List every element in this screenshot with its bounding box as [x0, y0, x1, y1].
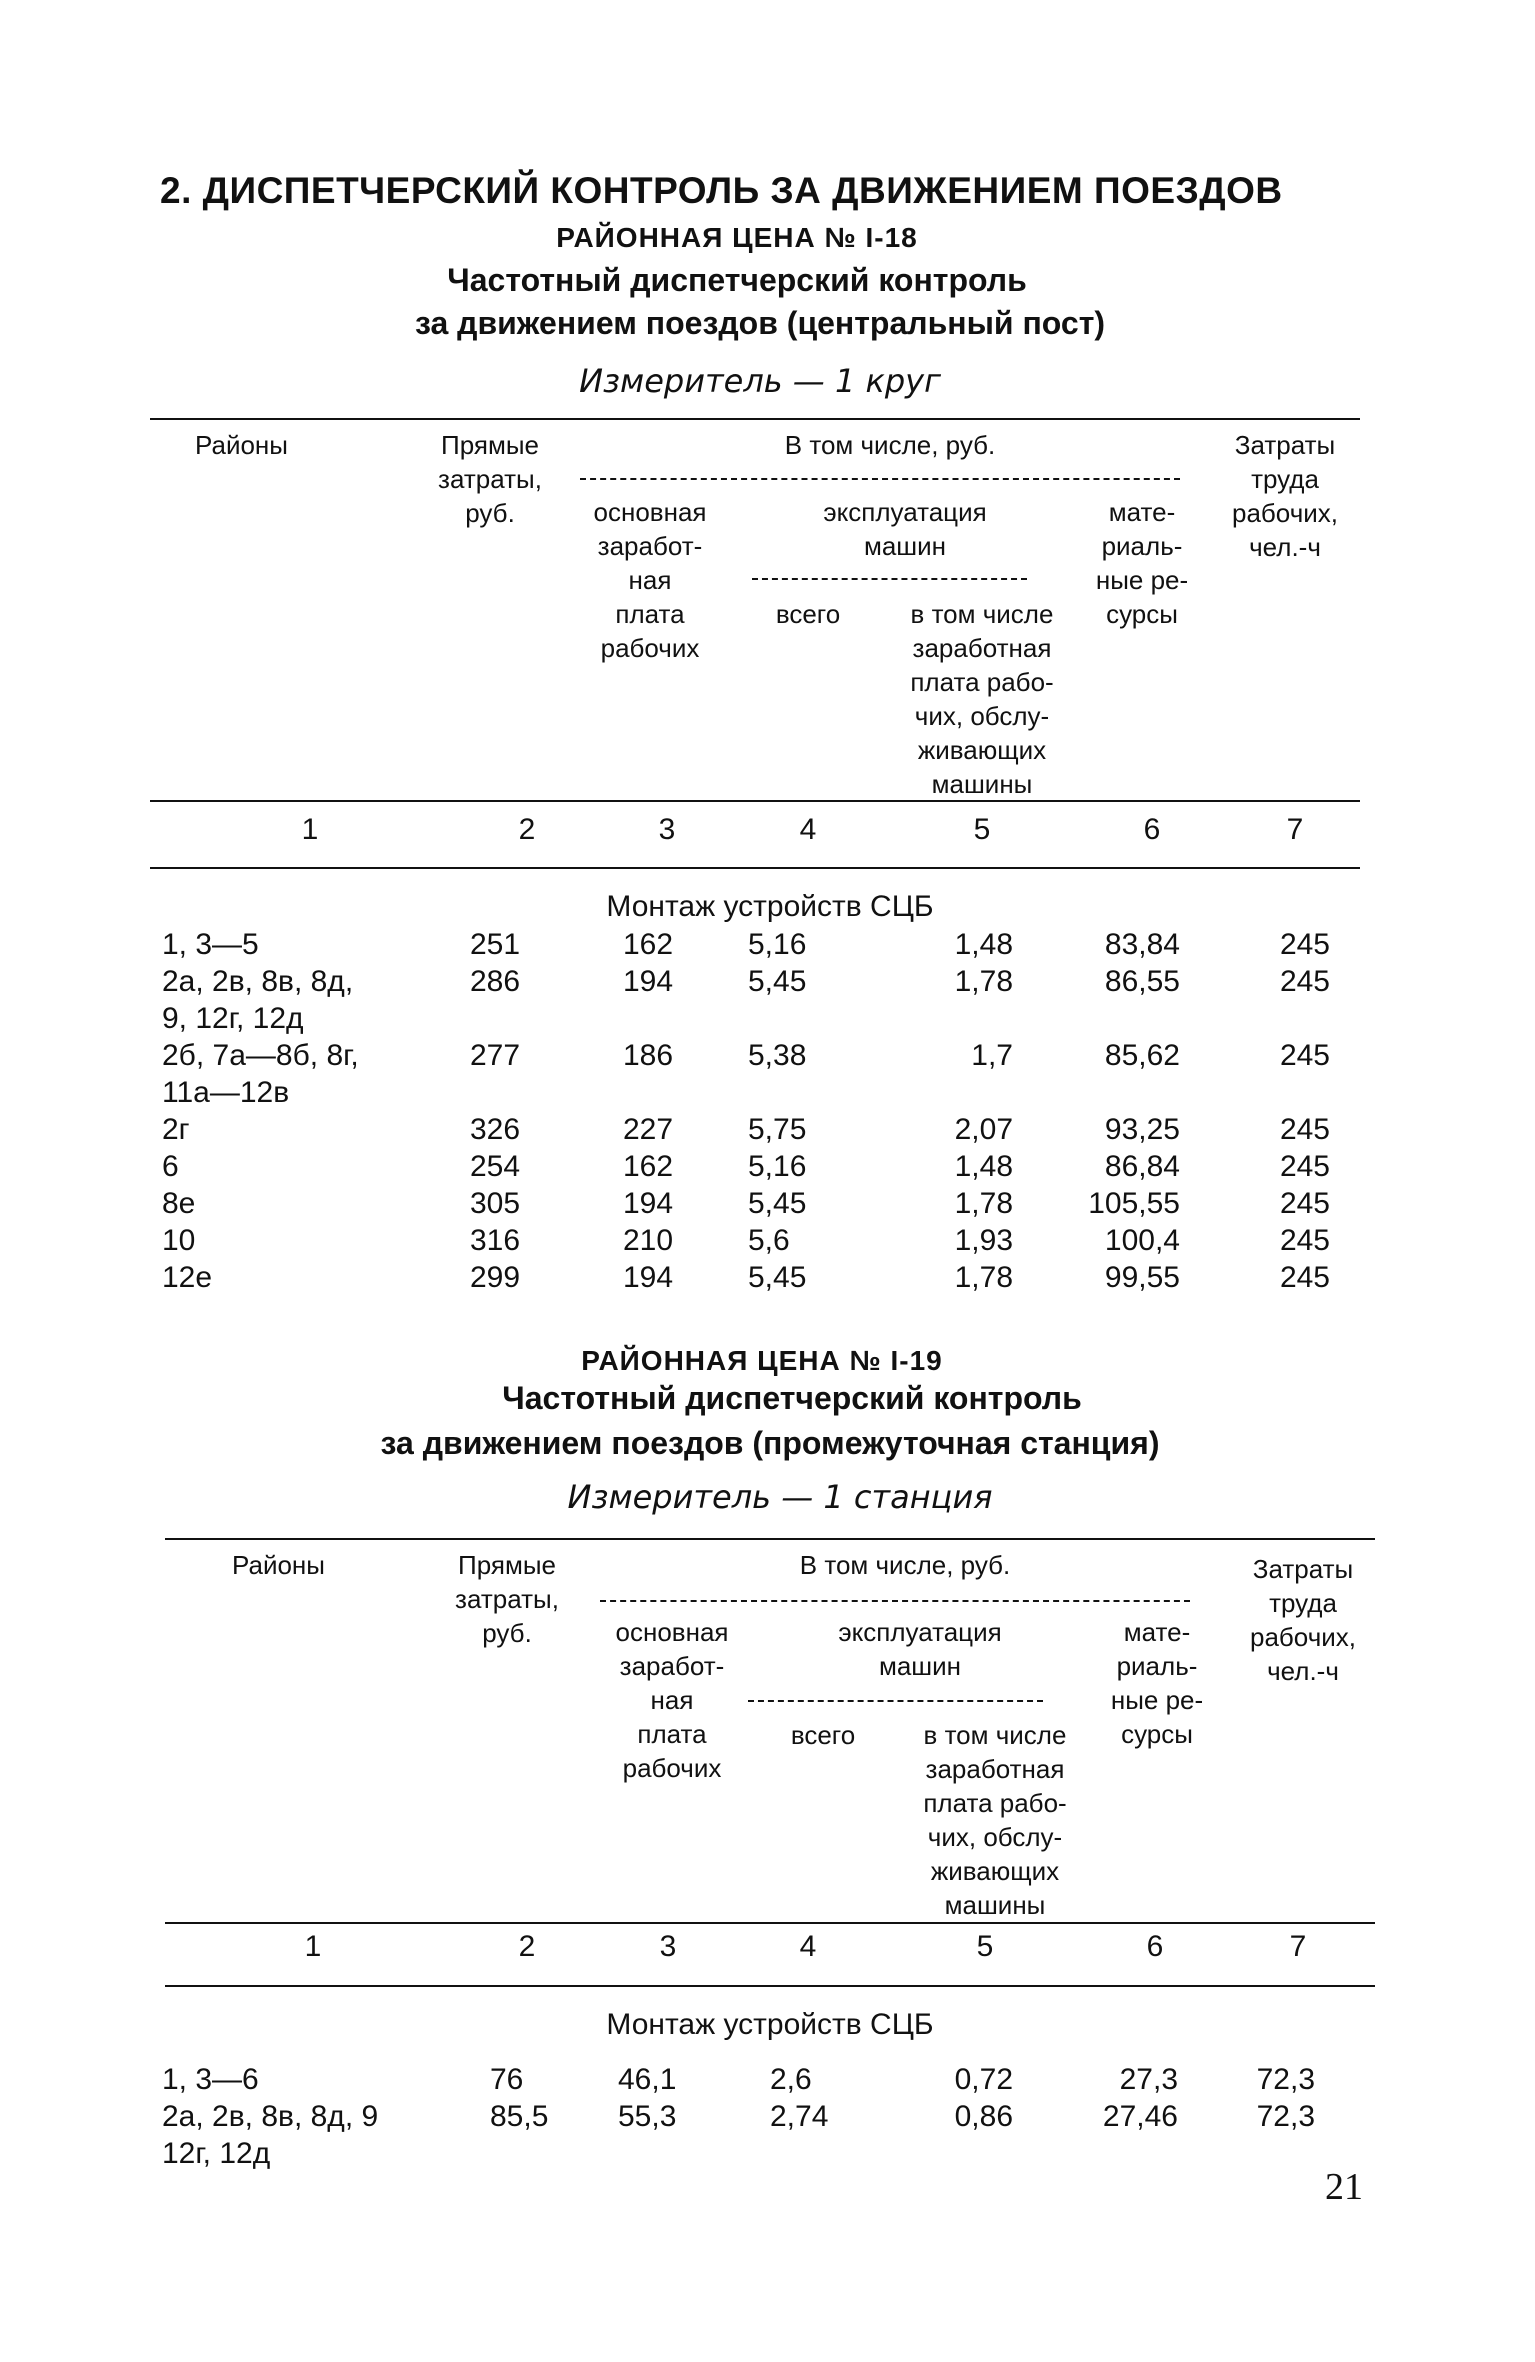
- price2-header-rule: [165, 1922, 1375, 1924]
- value-cell-c6: 85,62: [1104, 1039, 1180, 1072]
- header-base-wage-line: ная: [650, 1685, 694, 1715]
- header-base-wage-line: заработ-: [619, 1651, 725, 1681]
- header-incl-wage-line: плата рабо-: [910, 667, 1054, 697]
- header-incl-wage-line: заработная: [925, 1754, 1065, 1784]
- colnum-7: 7: [1286, 813, 1304, 846]
- header-direct-costs-line: затраты,: [438, 464, 542, 494]
- value-cell-c5: 1,48: [954, 928, 1013, 961]
- value-cell-c2: 76: [490, 2063, 524, 2096]
- price1-title-line2: за движением поездов (центральный пост): [414, 305, 1106, 341]
- header-base-wage-line: заработ-: [597, 531, 703, 561]
- header-materials: [1096, 495, 1188, 631]
- district-cell: 10: [162, 1224, 196, 1257]
- header-direct-costs: [455, 1548, 559, 1650]
- header-total: всего: [775, 599, 841, 629]
- value-cell-c7: 245: [1279, 1224, 1330, 1257]
- district-cell: 1, 3—6: [162, 2063, 259, 2096]
- header-machine-operation-line: машин: [878, 1651, 962, 1681]
- colnum-5: 5: [973, 813, 991, 846]
- header-direct-costs-line: руб.: [482, 1618, 532, 1648]
- price2-numbers-rule: [165, 1985, 1375, 1987]
- header-direct-costs: [438, 428, 542, 530]
- value-cell-c5: 1,78: [954, 1187, 1013, 1220]
- colnum-3: 3: [658, 813, 676, 846]
- header-labor-line: чел.-ч: [1249, 532, 1321, 562]
- value-cell-c2: 286: [470, 965, 521, 998]
- district-cell: 9, 12г, 12д: [162, 1002, 304, 1035]
- header-labor-line: рабочих,: [1250, 1622, 1356, 1652]
- colnum-6: 6: [1146, 1930, 1164, 1963]
- value-cell-c6: 27,46: [1102, 2100, 1178, 2133]
- price1-section-label: Монтаж устройств СЦБ: [606, 890, 934, 923]
- value-cell-c5: 2,07: [954, 1113, 1013, 1146]
- header-materials-line: ные ре-: [1095, 565, 1189, 595]
- header-labor: [1232, 428, 1338, 564]
- header-base-wage-line: плата: [637, 1719, 707, 1749]
- header-labor-line: чел.-ч: [1267, 1656, 1339, 1686]
- price1-heading: РАЙОННАЯ ЦЕНА № I-18: [556, 222, 918, 253]
- value-cell-c4: 5,45: [748, 1261, 807, 1294]
- header-incl-wage: [910, 597, 1053, 801]
- value-cell-c5: 1,78: [954, 1261, 1013, 1294]
- header-machine-operation-line: эксплуатация: [823, 497, 987, 527]
- colnum-2: 2: [518, 813, 536, 846]
- value-cell-c4: 2,74: [770, 2100, 829, 2133]
- value-cell-c3: 162: [623, 1150, 674, 1183]
- district-cell: 8е: [162, 1187, 196, 1220]
- header-machine-rule: [748, 1700, 1043, 1702]
- header-labor-line: Затраты: [1252, 1554, 1354, 1584]
- value-cell-c4: 5,45: [748, 1187, 807, 1220]
- header-base-wage-line: ная: [628, 565, 672, 595]
- value-cell-c3: 210: [623, 1224, 674, 1257]
- header-labor-line: труда: [1269, 1588, 1337, 1618]
- district-cell: 2г: [162, 1113, 190, 1146]
- value-cell-c2: 316: [470, 1224, 521, 1257]
- value-cell-c3: 194: [623, 1261, 674, 1294]
- value-cell-c6: 93,25: [1104, 1113, 1180, 1146]
- value-cell-c2: 299: [470, 1261, 521, 1294]
- header-base-wage-line: основная: [615, 1617, 729, 1647]
- page-number: 21: [1325, 2166, 1363, 2208]
- district-cell: 6: [162, 1150, 179, 1183]
- value-cell-c4: 5,45: [748, 965, 807, 998]
- header-total: всего: [790, 1720, 856, 1750]
- value-cell-c4: 5,16: [748, 928, 807, 961]
- value-cell-c6: 86,55: [1104, 965, 1180, 998]
- value-cell-c3: 55,3: [618, 2100, 677, 2133]
- header-districts: Районы: [195, 430, 288, 460]
- price1-measure: Измеритель — 1 круг: [579, 362, 941, 400]
- header-incl-wage-line: в том числе: [923, 1720, 1067, 1750]
- header-incl-wage-line: машины: [931, 769, 1033, 799]
- section-title: 2. ДИСПЕТЧЕРСКИЙ КОНТРОЛЬ ЗА ДВИЖЕНИЕМ ПОЕЗДОВ: [160, 170, 1283, 211]
- header-base-wage-line: плата: [615, 599, 685, 629]
- header-including: В том числе, руб.: [784, 430, 996, 460]
- value-cell-c2: 277: [470, 1039, 521, 1072]
- value-cell-c5: 1,7: [971, 1039, 1013, 1072]
- colnum-4: 4: [799, 813, 817, 846]
- header-materials-line: сурсы: [1106, 599, 1178, 629]
- header-machine-operation-line: эксплуатация: [838, 1617, 1002, 1647]
- value-cell-c7: 72,3: [1256, 2063, 1315, 2096]
- value-cell-c2: 254: [470, 1150, 521, 1183]
- header-incl-wage-line: живающих: [917, 735, 1047, 765]
- value-cell-c4: 5,16: [748, 1150, 807, 1183]
- header-materials-line: риаль-: [1116, 1651, 1198, 1681]
- price2-title-line2: за движением поездов (промежуточная станция): [380, 1425, 1160, 1461]
- value-cell-c2: 251: [470, 928, 521, 961]
- value-cell-c7: 245: [1279, 965, 1330, 998]
- header-materials-line: ные ре-: [1110, 1685, 1204, 1715]
- value-cell-c4: 2,6: [770, 2063, 812, 2096]
- header-materials-line: сурсы: [1121, 1719, 1193, 1749]
- header-base-wage-line: рабочих: [600, 633, 700, 663]
- value-cell-c6: 99,55: [1104, 1261, 1180, 1294]
- district-cell: 1, 3—5: [162, 928, 259, 961]
- value-cell-c6: 83,84: [1104, 928, 1180, 961]
- header-labor-line: рабочих,: [1232, 498, 1338, 528]
- header-incl-wage: [923, 1718, 1066, 1922]
- value-cell-c4: 5,38: [748, 1039, 807, 1072]
- price2-section-label: Монтаж устройств СЦБ: [606, 2008, 934, 2041]
- header-including-rule: [580, 478, 1180, 480]
- value-cell-c7: 72,3: [1256, 2100, 1315, 2133]
- colnum-3: 3: [659, 1930, 677, 1963]
- value-cell-c4: 5,6: [748, 1224, 790, 1257]
- value-cell-c3: 46,1: [618, 2063, 677, 2096]
- header-materials: [1111, 1615, 1203, 1751]
- district-cell: 12е: [162, 1261, 213, 1294]
- header-labor-line: Затраты: [1234, 430, 1336, 460]
- colnum-5: 5: [976, 1930, 994, 1963]
- header-labor-line: труда: [1251, 464, 1319, 494]
- value-cell-c6: 27,3: [1119, 2063, 1178, 2096]
- value-cell-c5: 0,86: [954, 2100, 1013, 2133]
- district-cell: 2а, 2в, 8в, 8д, 9: [162, 2100, 379, 2133]
- header-direct-costs-line: руб.: [465, 498, 515, 528]
- value-cell-c7: 245: [1279, 928, 1330, 961]
- price2-heading: РАЙОННАЯ ЦЕНА № I-19: [581, 1345, 943, 1376]
- value-cell-c6: 105,55: [1088, 1187, 1180, 1220]
- header-base-wage-line: рабочих: [622, 1753, 722, 1783]
- value-cell-c7: 245: [1279, 1187, 1330, 1220]
- header-labor: [1250, 1552, 1356, 1688]
- header-materials-line: мате-: [1108, 497, 1176, 527]
- header-incl-wage-line: в том числе: [910, 599, 1054, 629]
- header-including-rule: [600, 1600, 1190, 1602]
- header-incl-wage-line: чих, обслу-: [927, 1822, 1063, 1852]
- header-machine-rule: [752, 578, 1027, 580]
- value-cell-c5: 0,72: [954, 2063, 1013, 2096]
- value-cell-c2: 326: [470, 1113, 521, 1146]
- district-cell: 12г, 12д: [162, 2137, 271, 2170]
- value-cell-c5: 1,78: [954, 965, 1013, 998]
- price2-table-top-rule: [165, 1538, 1375, 1540]
- header-incl-wage-line: живающих: [930, 1856, 1060, 1886]
- price1-title-line1: Частотный диспетчерский контроль: [447, 262, 1027, 298]
- value-cell-c7: 245: [1279, 1261, 1330, 1294]
- value-cell-c2: 305: [470, 1187, 521, 1220]
- district-cell: 2б, 7а—8б, 8г,: [162, 1039, 359, 1072]
- value-cell-c6: 100,4: [1104, 1224, 1180, 1257]
- header-including: В том числе, руб.: [799, 1550, 1011, 1580]
- value-cell-c3: 194: [623, 1187, 674, 1220]
- colnum-4: 4: [799, 1930, 817, 1963]
- colnum-1: 1: [301, 813, 319, 846]
- header-machine-operation: [823, 495, 986, 563]
- value-cell-c3: 227: [623, 1113, 674, 1146]
- header-direct-costs-line: Прямые: [458, 1550, 556, 1580]
- header-districts: Районы: [232, 1550, 325, 1580]
- header-base-wage-line: основная: [593, 497, 707, 527]
- value-cell-c5: 1,93: [954, 1224, 1013, 1257]
- header-base-wage: [616, 1615, 729, 1785]
- price1-numbers-rule: [150, 867, 1360, 869]
- header-materials-line: риаль-: [1101, 531, 1183, 561]
- colnum-7: 7: [1289, 1930, 1307, 1963]
- header-incl-wage-line: заработная: [912, 633, 1052, 663]
- district-cell: 2а, 2в, 8в, 8д,: [162, 965, 354, 998]
- header-base-wage: [594, 495, 707, 665]
- header-materials-line: мате-: [1123, 1617, 1191, 1647]
- price2-measure: Измеритель — 1 станция: [567, 1478, 993, 1516]
- price1-header-rule: [150, 800, 1360, 802]
- header-machine-operation: [838, 1615, 1001, 1683]
- value-cell-c5: 1,48: [954, 1150, 1013, 1183]
- header-machine-operation-line: машин: [863, 531, 947, 561]
- header-incl-wage-line: машины: [944, 1890, 1046, 1920]
- header-direct-costs-line: Прямые: [441, 430, 539, 460]
- value-cell-c7: 245: [1279, 1150, 1330, 1183]
- header-incl-wage-line: чих, обслу-: [914, 701, 1050, 731]
- colnum-2: 2: [518, 1930, 536, 1963]
- district-cell: 11а—12в: [162, 1076, 290, 1109]
- value-cell-c3: 186: [623, 1039, 674, 1072]
- colnum-6: 6: [1143, 813, 1161, 846]
- value-cell-c4: 5,75: [748, 1113, 807, 1146]
- value-cell-c6: 86,84: [1104, 1150, 1180, 1183]
- value-cell-c2: 85,5: [490, 2100, 549, 2133]
- header-direct-costs-line: затраты,: [455, 1584, 559, 1614]
- value-cell-c3: 194: [623, 965, 674, 998]
- colnum-1: 1: [304, 1930, 322, 1963]
- value-cell-c7: 245: [1279, 1039, 1330, 1072]
- value-cell-c7: 245: [1279, 1113, 1330, 1146]
- price1-table-top-rule: [150, 418, 1360, 420]
- header-incl-wage-line: плата рабо-: [923, 1788, 1067, 1818]
- value-cell-c3: 162: [623, 928, 674, 961]
- price2-title-line1: Частотный диспетчерский контроль: [502, 1380, 1082, 1416]
